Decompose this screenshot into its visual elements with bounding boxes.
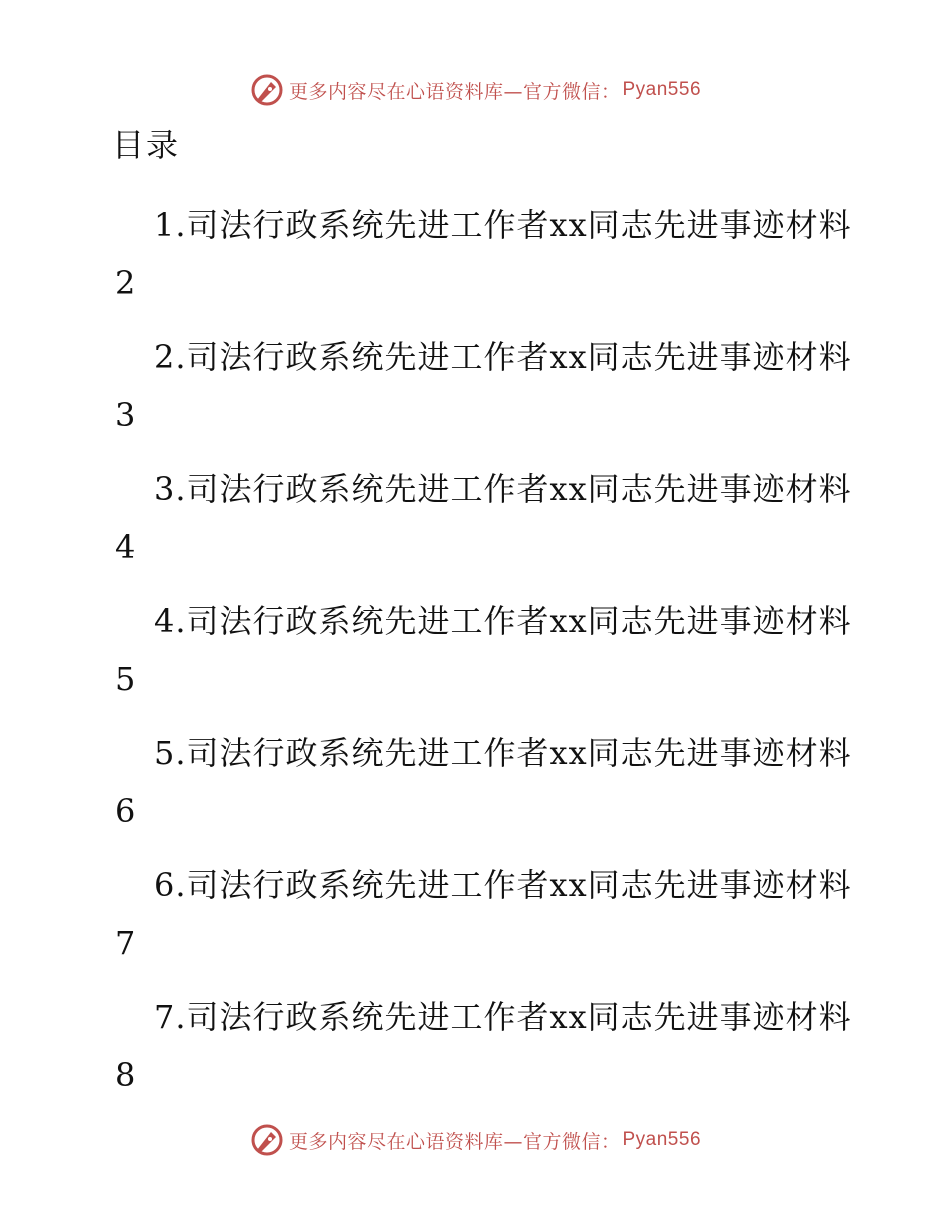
toc-entry-page: 7	[115, 924, 137, 962]
toc-entry-number: 3.	[154, 470, 187, 508]
watermark-text: 更多内容尽在心语资料库—官方微信：	[288, 80, 621, 103]
footer-watermark	[0, 1120, 950, 1160]
toc-entry-number: 4.	[154, 602, 187, 640]
toc-entry-number: 6.	[154, 866, 187, 904]
toc-entry-text: 司法行政系统先进工作者xx同志先进事迹材料	[186, 734, 852, 772]
toc-entry-page: 3	[115, 396, 137, 434]
toc-entry-page: 8	[115, 1056, 137, 1094]
toc-entry-3[interactable]	[97, 460, 852, 576]
toc-entry-number: 2.	[154, 338, 187, 376]
toc-entry-page: 5	[115, 660, 137, 698]
toc-entry-text: 司法行政系统先进工作者xx同志先进事迹材料	[186, 602, 852, 640]
toc-entry-text: 司法行政系统先进工作者xx同志先进事迹材料	[186, 338, 852, 376]
toc-entry-number: 7.	[154, 998, 187, 1036]
toc-entry-1[interactable]	[97, 196, 852, 312]
toc-entry-text: 司法行政系统先进工作者xx同志先进事迹材料	[186, 470, 852, 508]
toc-entry-6[interactable]	[97, 856, 852, 972]
toc-entry-page: 2	[115, 264, 137, 302]
toc-entry-text: 司法行政系统先进工作者xx同志先进事迹材料	[186, 866, 852, 904]
toc-entry-5[interactable]	[97, 724, 852, 840]
toc-entry-number: 1.	[154, 206, 187, 244]
toc-entry-page: 4	[115, 528, 137, 566]
toc-list	[97, 196, 852, 1120]
watermark-wechat-id: Pyan556	[622, 1129, 702, 1150]
toc-entry-4[interactable]	[97, 592, 852, 708]
toc-title: 目录	[112, 126, 181, 164]
toc-entry-2[interactable]	[97, 328, 852, 444]
pen-nib-logo-icon	[249, 72, 285, 108]
toc-entry-text: 司法行政系统先进工作者xx同志先进事迹材料	[186, 998, 852, 1036]
toc-entry-page: 6	[115, 792, 137, 830]
pen-nib-logo-icon	[249, 1122, 285, 1158]
watermark-wechat-id: Pyan556	[622, 79, 702, 100]
toc-entry-number: 5.	[154, 734, 187, 772]
header-watermark	[0, 70, 950, 110]
toc-entry-7[interactable]	[97, 988, 852, 1104]
watermark-text: 更多内容尽在心语资料库—官方微信：	[288, 1130, 621, 1153]
toc-entry-text: 司法行政系统先进工作者xx同志先进事迹材料	[186, 206, 852, 244]
